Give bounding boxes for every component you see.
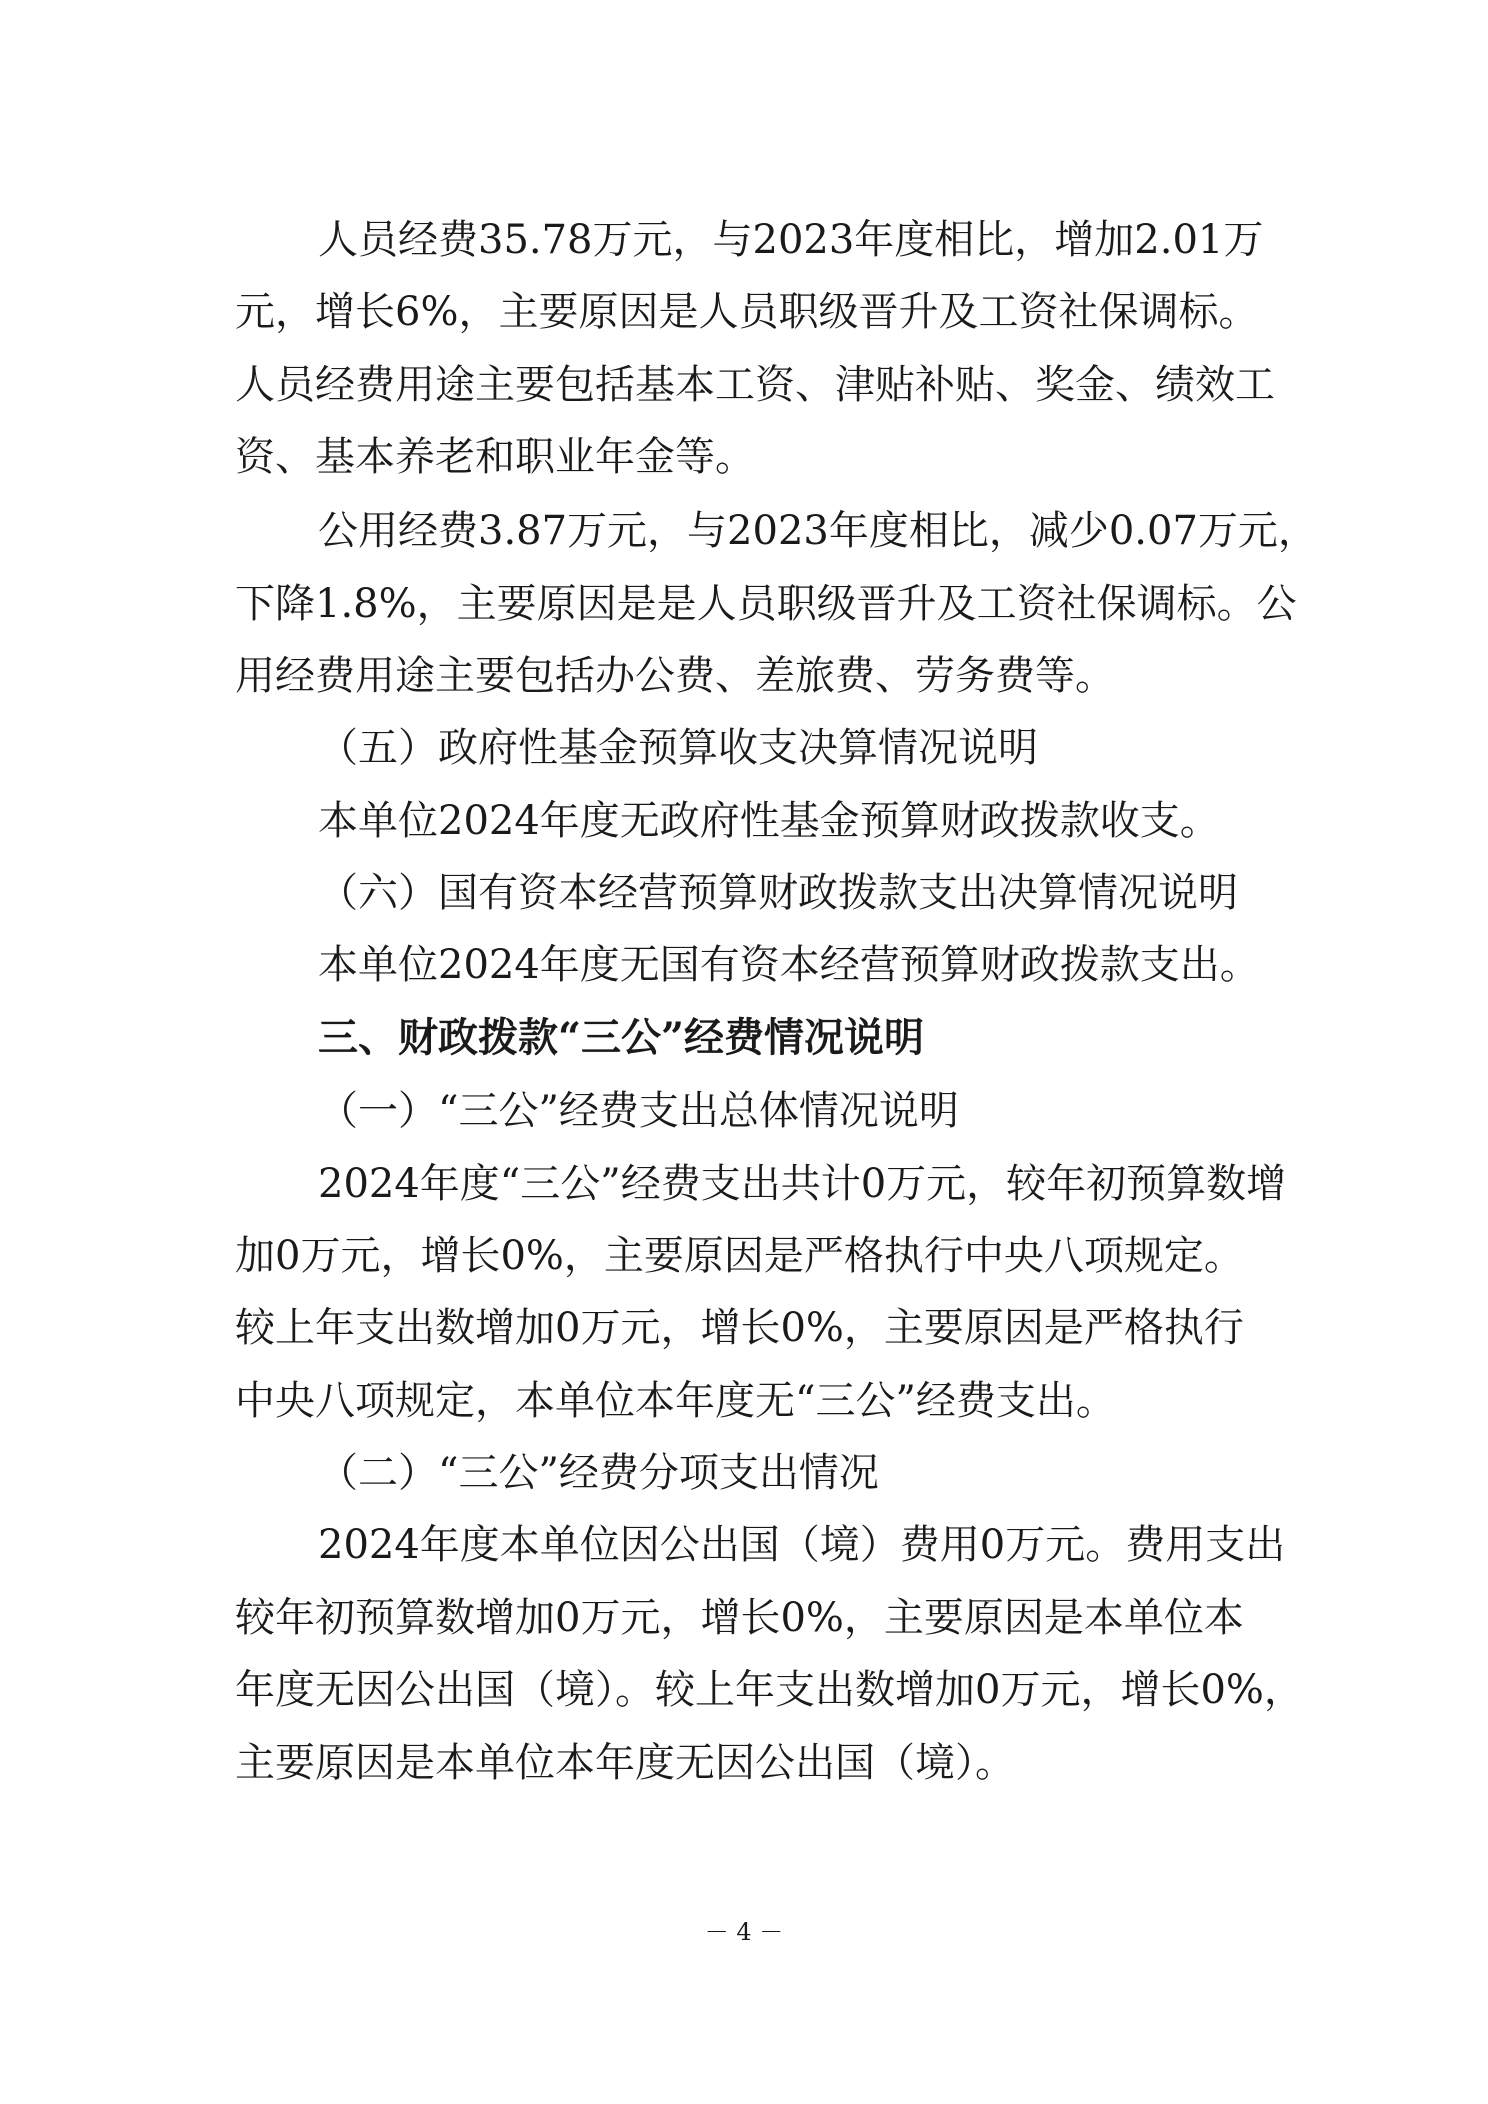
paragraph-line: 中央八项规定，本单位本年度无“三公”经费支出。	[235, 1378, 1116, 1424]
section-heading: （五）政府性基金预算收支决算情况说明	[318, 725, 1038, 771]
paragraph-line: 较年初预算数增加0万元，增长0%，主要原因是本单位本	[235, 1595, 1244, 1641]
paragraph-line: 2024年度“三公”经费支出共计0万元，较年初预算数增	[318, 1161, 1287, 1207]
paragraph-line: 公用经费3.87万元，与2023年度相比，减少0.07万元，	[318, 508, 1318, 554]
paragraph-line: 元，增长6%，主要原因是人员职级晋升及工资社保调标。	[235, 289, 1259, 335]
paragraph-line: 较上年支出数增加0万元，增长0%，主要原因是严格执行	[235, 1305, 1244, 1351]
paragraph-line: 下降1.8%，主要原因是是人员职级晋升及工资社保调标。公	[235, 581, 1297, 627]
paragraph-line: 用经费用途主要包括办公费、差旅费、劳务费等。	[235, 653, 1115, 699]
paragraph-line: 加0万元，增长0%，主要原因是严格执行中央八项规定。	[235, 1233, 1244, 1279]
page-number: － 4 －	[704, 1918, 784, 1946]
paragraph-line: 本单位2024年度无国有资本经营预算财政拨款支出。	[318, 942, 1260, 988]
paragraph-line: 资、基本养老和职业年金等。	[235, 434, 755, 480]
paragraph-line: 主要原因是本单位本年度无因公出国（境）。	[235, 1740, 1015, 1786]
paragraph-line: 2024年度本单位因公出国（境）费用0万元。费用支出	[318, 1522, 1286, 1568]
chapter-heading: 三、财政拨款“三公”经费情况说明	[318, 1014, 925, 1061]
section-heading: （二）“三公”经费分项支出情况	[318, 1450, 879, 1496]
paragraph-line: 人员经费35.78万元，与2023年度相比，增加2.01万	[318, 217, 1264, 263]
section-heading: （一）“三公”经费支出总体情况说明	[318, 1088, 959, 1134]
section-heading: （六）国有资本经营预算财政拨款支出决算情况说明	[318, 870, 1238, 916]
paragraph-line: 人员经费用途主要包括基本工资、津贴补贴、奖金、绩效工	[235, 362, 1275, 408]
paragraph-line: 年度无因公出国（境）。较上年支出数增加0万元，增长0%，	[235, 1667, 1304, 1713]
paragraph-line: 本单位2024年度无政府性基金预算财政拨款收支。	[318, 798, 1220, 844]
